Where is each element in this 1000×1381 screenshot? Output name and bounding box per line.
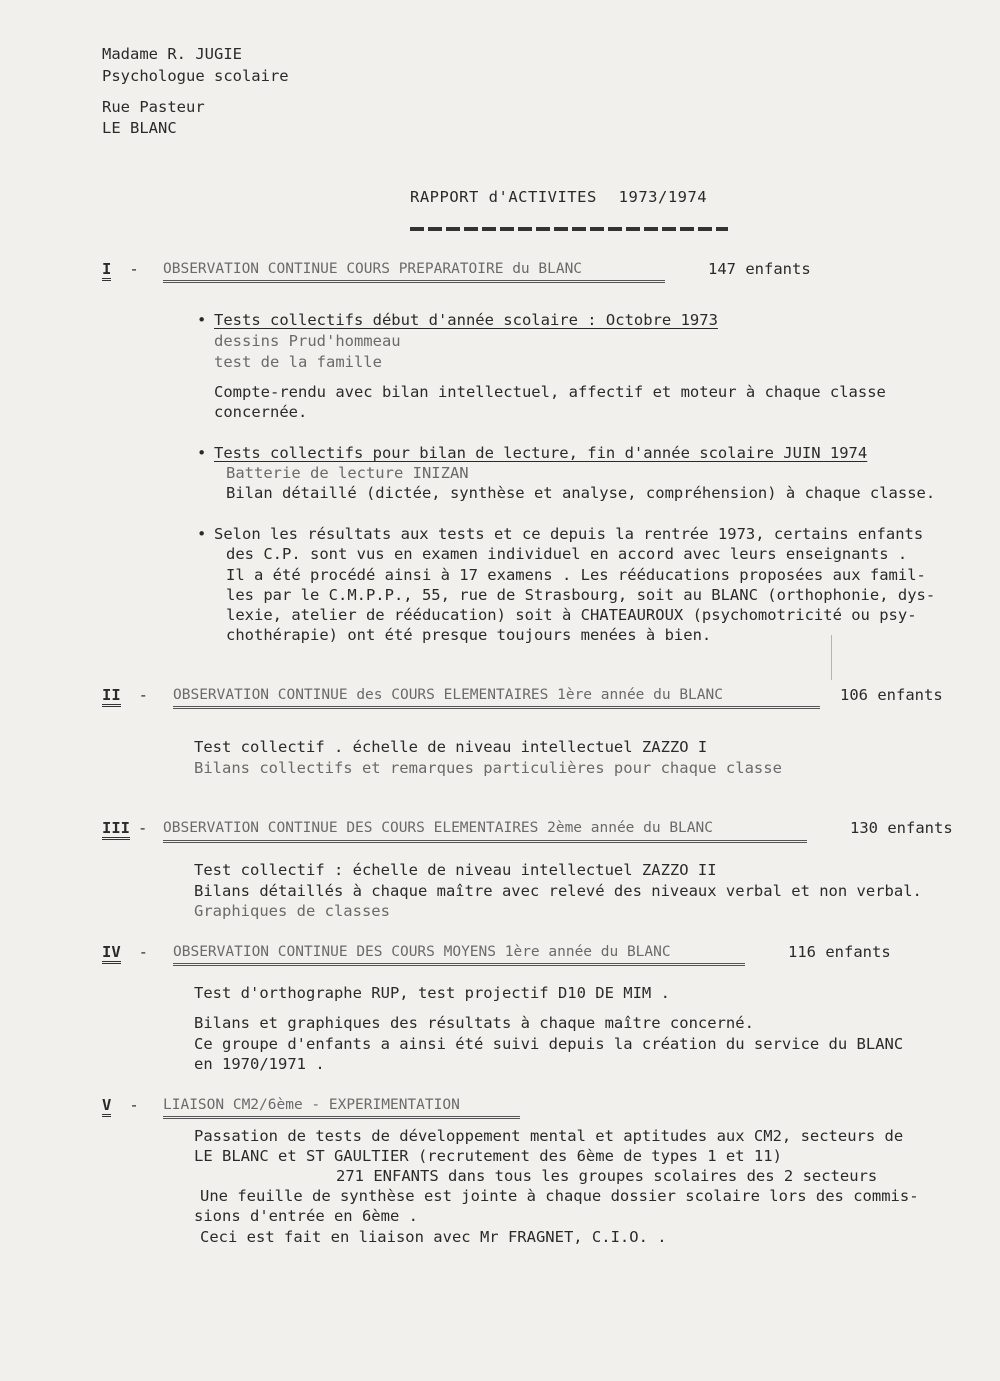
s1-bullet-2: • (197, 444, 207, 462)
s1-b1-line-1: dessins Prud'hommeau (214, 332, 401, 350)
s1-bullet-1: • (197, 311, 207, 329)
s1-b1-line-3: Compte-rendu avec bilan intellectuel, affectif et moteur à chaque classe (214, 383, 886, 401)
section-5-title: LIAISON CM2/6ème - EXPERIMENTATION (163, 1097, 460, 1113)
s4-line-1: Test d'orthographe RUP, test projectif D10 DE MIM . (194, 984, 670, 1002)
s2-line-2: Bilans collectifs et remarques particulières pour chaque classe (194, 759, 782, 777)
section-5-number: V - (102, 1095, 139, 1115)
s1-bullet-3: • (197, 525, 207, 543)
s1-b2-line-1: Batterie de lecture INIZAN (226, 464, 469, 482)
s4-line-3: Ce groupe d'enfants a ainsi été suivi depuis la création du service du BLANC (194, 1035, 904, 1053)
section-3-roman: III (102, 819, 130, 840)
section-1-title: OBSERVATION CONTINUE COURS PREPARATOIRE du BLANC (163, 261, 583, 277)
section-1-roman: I (102, 260, 111, 281)
s5-line-4: Une feuille de synthèse est jointe à chaque dossier scolaire lors des commis- (200, 1187, 919, 1205)
section-4-number: IV - (102, 942, 148, 962)
section-4-title: OBSERVATION CONTINUE DES COURS MOYENS 1ère année du BLANC (173, 944, 671, 960)
section-1-rule (163, 280, 665, 283)
section-5-roman: V (102, 1096, 111, 1117)
section-3-count: 130 enfants (850, 819, 953, 837)
section-2-title: OBSERVATION CONTINUE des COURS ELEMENTAIRES 1ère année du BLANC (173, 687, 723, 703)
s1-b2-line-2: Bilan détaillé (dictée, synthèse et analyse, compréhension) à chaque classe. (226, 484, 936, 502)
s1-b3-line-6: chothérapie) ont été presque toujours menées à bien. (226, 626, 712, 644)
section-5-rule (163, 1116, 520, 1119)
s1-b3-line-5: lexie, atelier de rééducation) soit à CHATEAUROUX (psychomotricité ou psy- (226, 606, 917, 624)
section-4-rule (173, 963, 745, 966)
s5-line-3: 271 ENFANTS dans tous les groupes scolaires des 2 secteurs (336, 1167, 878, 1185)
s5-line-1: Passation de tests de développement mental et aptitudes aux CM2, secteurs de (194, 1127, 904, 1145)
s1-b3-line-3: Il a été procédé ainsi à 17 examens . Les rééducations proposées aux famil- (226, 566, 926, 584)
section-2-number: II - (102, 685, 148, 705)
section-2-roman: II (102, 686, 121, 707)
section-3-title: OBSERVATION CONTINUE DES COURS ELEMENTAIRES 2ème année du BLANC (163, 820, 713, 836)
section-4-count: 116 enfants (788, 943, 891, 961)
address-street: Rue Pasteur (102, 98, 205, 116)
author-name: Madame R. JUGIE (102, 45, 242, 63)
s4-line-2: Bilans et graphiques des résultats à chaque maître concerné. (194, 1014, 754, 1032)
s5-line-2: LE BLANC et ST GAULTIER (recrutement des 6ème de types 1 et 11) (194, 1147, 782, 1165)
address-city: LE BLANC (102, 119, 177, 137)
s1-b3-line-2: des C.P. sont vus en examen individuel en accord avec leurs enseignants . (226, 545, 908, 563)
section-2-rule (173, 706, 820, 709)
s1-b1-line-2: test de la famille (214, 353, 382, 371)
s1-b3-line-1: Selon les résultats aux tests et ce depuis la rentrée 1973, certains enfants (214, 525, 924, 543)
s5-line-5: sions d'entrée en 6ème . (194, 1207, 418, 1225)
section-3-number: III - (102, 818, 147, 838)
section-2-count: 106 enfants (840, 686, 943, 704)
s3-line-2: Bilans détaillés à chaque maître avec relevé des niveaux verbal et non verbal. (194, 882, 922, 900)
section-3-rule (163, 840, 807, 843)
report-year: 1973/1974 (618, 188, 708, 206)
s1-b1-heading: Tests collectifs début d'année scolaire : Octobre 1973 (214, 311, 718, 329)
report-title-text: RAPPORT d'ACTIVITES (410, 188, 597, 206)
s1-b3-line-4: les par le C.M.P.P., 55, rue de Strasbourg, soit au BLANC (orthophonie, dys- (226, 586, 936, 604)
s3-line-3: Graphiques de classes (194, 902, 390, 920)
section-1-number: I - (102, 259, 139, 279)
title-dashed-rule (410, 227, 728, 231)
section-1-count: 147 enfants (708, 260, 811, 278)
s5-line-6: Ceci est fait en liaison avec Mr FRAGNET, C.I.O. . (200, 1228, 667, 1246)
section-4-roman: IV (102, 943, 121, 964)
s2-line-1: Test collectif . échelle de niveau intellectuel ZAZZO I (194, 738, 708, 756)
s1-b1-line-4: concernée. (214, 403, 308, 421)
s1-b2-heading: Tests collectifs pour bilan de lecture, fin d'année scolaire JUIN 1974 (214, 444, 868, 462)
author-role: Psychologue scolaire (102, 67, 289, 85)
margin-pen-mark (831, 635, 832, 680)
report-title (410, 187, 707, 207)
s4-line-4: en 1970/1971 . (194, 1055, 325, 1073)
s3-line-1: Test collectif : échelle de niveau intellectuel ZAZZO II (194, 861, 717, 879)
